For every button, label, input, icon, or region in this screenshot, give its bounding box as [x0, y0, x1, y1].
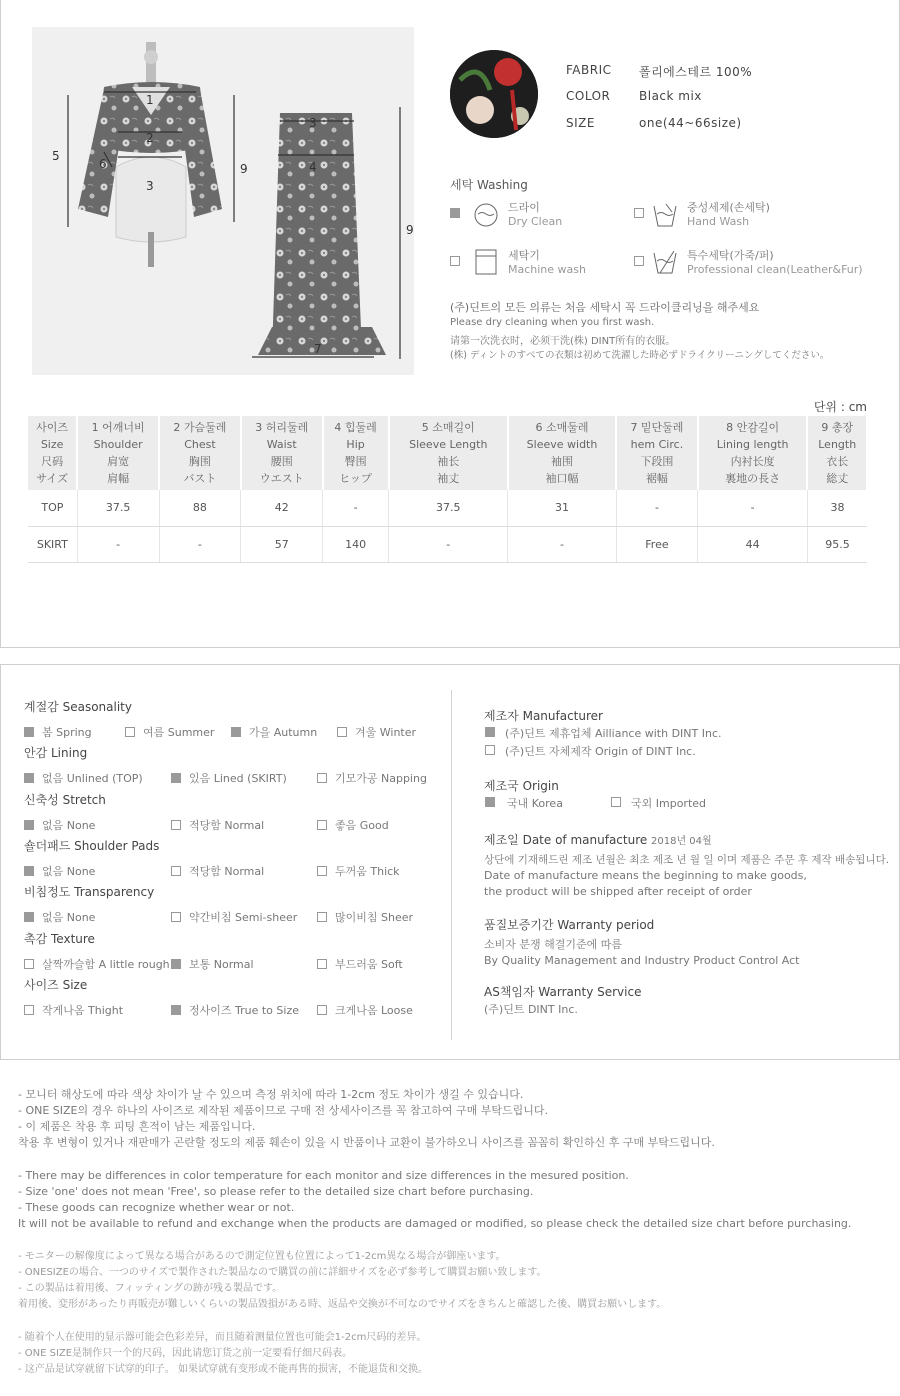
- wash-ko-hand: 중성세제(손세탁): [687, 201, 770, 214]
- notice-line: It will not be available to refund and exchange when the products are damaged or modified, so please check the detailed size chart before purchasing.: [18, 1217, 852, 1230]
- size-header-line: 腰围: [270, 455, 293, 468]
- checkbox-origin-imported: [611, 797, 621, 807]
- wash-note-zh: 请第一次洗衣时，必须干洗(株) DINT所有的衣服。: [450, 336, 676, 347]
- wash-en-hand: Hand Wash: [687, 215, 750, 228]
- attribute-option: 크게나옴 Loose: [335, 1003, 413, 1017]
- wash-ko-dry: 드라이: [508, 201, 540, 214]
- table-cell: 140: [323, 526, 389, 562]
- attribute-option: 없음 None: [42, 864, 96, 878]
- size-header-line: 7 밑단둘레: [630, 421, 684, 434]
- size-header-line: 1 어깨너비: [91, 421, 145, 434]
- svg-text:2: 2: [146, 131, 154, 145]
- table-cell: 38: [807, 490, 867, 526]
- date-line: the product will be shipped after receipt of order: [484, 885, 752, 898]
- size-header-line: 5 소매길이: [421, 421, 475, 434]
- date-line: 상단에 기재해드린 제조 년월은 최초 제조 년 월 일 이며 제품은 주문 후 제작 배송됩니다.: [484, 854, 890, 866]
- attribute-title: 비침정도 Transparency: [24, 885, 155, 900]
- warranty-line: 소비자 분쟁 해결기준에 따름: [484, 938, 623, 951]
- table-cell: -: [77, 526, 159, 562]
- size-header-line: 2 가슴둘레: [173, 421, 227, 434]
- garment-diagram: [32, 27, 414, 375]
- checkbox-hand-wash: [634, 208, 644, 218]
- attribute-checkbox: [24, 727, 34, 737]
- size-header-line: 8 안감길이: [726, 421, 780, 434]
- attribute-title: 안감 Lining: [24, 746, 88, 761]
- attribute-checkbox: [24, 866, 34, 876]
- size-header-line: ヒップ: [339, 472, 372, 485]
- notice-line: - 随着个人在使用的显示器可能会色彩差异，而且随着测量位置也可能会1-2cm尺码的差异。: [18, 1332, 427, 1343]
- attribute-checkbox: [317, 866, 327, 876]
- attribute-checkbox: [317, 773, 327, 783]
- machine-wash-icon: [473, 249, 499, 275]
- attribute-option: 살짝까슬함 A little rough: [42, 957, 170, 971]
- size-header-line: 衣长: [826, 455, 849, 468]
- professional-clean-icon: [652, 249, 678, 275]
- size-header-line: Sleeve Length: [409, 438, 488, 451]
- svg-text:3: 3: [146, 179, 154, 193]
- attribute-checkbox: [337, 727, 347, 737]
- as-value: (주)딘트 DINT Inc.: [484, 1003, 578, 1016]
- origin-title: 제조국 Origin: [484, 779, 559, 793]
- checkbox-professional-clean: [634, 256, 644, 266]
- table-cell: -: [616, 490, 698, 526]
- attribute-option: 약간비침 Semi-sheer: [189, 911, 298, 925]
- attribute-checkbox: [171, 1005, 181, 1015]
- attribute-option: 두꺼움 Thick: [335, 864, 400, 878]
- notice-line: - 这产品是试穿就留下试穿的印子。 如果试穿就有变形或不能再售的损害，不能退货和交换。: [18, 1364, 428, 1375]
- attribute-option: 기모가공 Napping: [335, 772, 427, 786]
- origin-option: 국외 Imported: [631, 797, 707, 810]
- attribute-option: 있음 Lined (SKIRT): [189, 772, 287, 786]
- washing-title: 세탁 Washing: [450, 178, 528, 192]
- size-header-line: 3 허리둘레: [255, 421, 309, 434]
- notice-line: - この製品は着用後、フィッティングの跡が残る製品です。: [18, 1283, 283, 1294]
- notice-line: - ONE SIZE의 경우 하나의 사이즈로 제작된 제품이므로 구매 전 상세사이즈를 꼭 참고하여 구매 부탁드립니다.: [18, 1104, 549, 1117]
- notice-line: - These goods can recognize whether wear or not.: [18, 1201, 295, 1214]
- size-header-line: Hip: [346, 438, 365, 451]
- attribute-option: 없음 Unlined (TOP): [42, 772, 143, 786]
- attribute-option: 작게나옴 Thight: [42, 1003, 124, 1017]
- svg-text:6: 6: [99, 157, 107, 171]
- fabric-swatch: [450, 50, 538, 138]
- attribute-option: 봄 Spring: [42, 726, 92, 739]
- notice-line: - ONESIZEの場合、一つのサイズで製作された製品なので購買の前に詳細サイズを必ず参考して購買お願い致します。: [18, 1267, 547, 1278]
- size-header: [616, 416, 698, 490]
- checkbox-manufacturer-origin: [485, 745, 495, 755]
- size-header: [698, 416, 808, 490]
- size-header: [77, 416, 159, 490]
- attribute-option: 여름 Summer: [143, 726, 215, 739]
- origin-option: 국내 Korea: [507, 797, 563, 810]
- size-header-line: Shoulder: [93, 438, 143, 451]
- attribute-checkbox: [171, 912, 181, 922]
- attribute-checkbox: [317, 820, 327, 830]
- attribute-option: 가을 Autumn: [249, 726, 318, 739]
- table-cell: -: [323, 490, 389, 526]
- size-label: SIZE: [566, 116, 595, 130]
- dry-clean-icon: [473, 202, 499, 228]
- size-header-line: Chest: [184, 438, 216, 451]
- size-header-line: 内衬长度: [730, 455, 775, 468]
- size-header-line: ウエスト: [259, 472, 304, 485]
- attribute-checkbox: [171, 959, 181, 969]
- attribute-option: 부드러움 Soft: [335, 957, 403, 971]
- svg-text:3: 3: [309, 116, 317, 130]
- size-header-line: 尺码: [41, 455, 64, 468]
- size-header-line: 袖丈: [437, 472, 460, 485]
- size-header: [241, 416, 323, 490]
- attribute-option: 많이비침 Sheer: [335, 911, 414, 925]
- color-value: Black mix: [639, 89, 702, 103]
- wash-en-professional: Professional clean(Leather&Fur): [687, 263, 863, 276]
- date-value: 2018년 04월: [651, 836, 712, 847]
- size-header-line: 9 총장: [821, 421, 854, 434]
- attribute-checkbox: [24, 820, 34, 830]
- size-header-line: 사이즈: [36, 421, 69, 434]
- attribute-option: 정사이즈 True to Size: [189, 1003, 299, 1017]
- svg-text:9: 9: [240, 162, 248, 176]
- hand-wash-icon: [652, 202, 678, 228]
- attribute-checkbox: [171, 866, 181, 876]
- table-cell: Free: [616, 526, 698, 562]
- size-header-line: Lining length: [716, 438, 789, 451]
- unit-label: 단위 : cm: [813, 400, 867, 414]
- svg-text:7: 7: [314, 342, 322, 356]
- table-cell: -: [508, 526, 616, 562]
- notice-line: 착용 후 변형이 있거나 재판매가 곤란할 정도의 제품 훼손이 있을 시 반품이나 교환이 불가하오니 사이즈를 꼼꼼히 확인하신 후 구매 부탁드립니다.: [18, 1136, 715, 1149]
- attribute-title: 촉감 Texture: [24, 931, 95, 946]
- svg-text:1: 1: [146, 93, 154, 107]
- attribute-checkbox: [24, 959, 34, 969]
- attribute-checkbox: [24, 1005, 34, 1015]
- wash-note-en: Please dry cleaning when you first wash.: [450, 317, 655, 328]
- table-cell: 95.5: [807, 526, 867, 562]
- wash-en-machine: Machine wash: [508, 263, 586, 276]
- wash-ko-machine: 세탁기: [508, 249, 540, 262]
- checkbox-dry-clean: [450, 208, 460, 218]
- notice-line: - ONE SIZE是制作只一个的尺码，因此请您订货之前一定要看仔细尺码表。: [18, 1348, 353, 1359]
- notice-line: 着用後、変形があったり再販売が難しいくらいの製品毀損がある時、返品や交換が不可なのでサイズをきちんと確認した後、購買お願いします。: [18, 1299, 667, 1310]
- attribute-checkbox: [317, 959, 327, 969]
- size-value: one(44~66size): [639, 116, 742, 130]
- attribute-checkbox: [317, 912, 327, 922]
- table-cell: 31: [508, 490, 616, 526]
- size-header-line: サイズ: [36, 472, 69, 485]
- size-header: [389, 416, 508, 490]
- size-table: [28, 416, 868, 563]
- size-header: [323, 416, 389, 490]
- checkbox-machine-wash: [450, 256, 460, 266]
- size-header-line: 肩宽: [107, 455, 130, 468]
- table-row: [28, 490, 867, 526]
- size-header-line: Length: [818, 438, 857, 451]
- svg-text:9: 9: [406, 223, 414, 237]
- attribute-checkbox: [317, 1005, 327, 1015]
- notice-line: - 이 제품은 착용 후 피팅 흔적이 남는 제품입니다.: [18, 1120, 256, 1133]
- size-header-line: 袖口幅: [545, 472, 579, 485]
- wash-ko-professional: 특수세탁(가죽/퍼): [687, 249, 774, 262]
- fabric-value: 폴리에스테르 100%: [639, 65, 753, 79]
- table-cell: -: [698, 490, 808, 526]
- size-header-line: Sleeve width: [526, 438, 598, 451]
- table-cell: SKIRT: [28, 526, 77, 562]
- notice-line: - 모니터 해상도에 따라 색상 차이가 날 수 있으며 측정 위치에 따라 1-2cm 정도 차이가 생길 수 있습니다.: [18, 1088, 524, 1101]
- date-line: Date of manufacture means the beginning to make goods,: [484, 869, 807, 882]
- attribute-title: 숄더패드 Shoulder Pads: [24, 838, 160, 853]
- size-header-line: 袖长: [437, 455, 460, 468]
- color-label: COLOR: [566, 89, 611, 103]
- size-header-line: hem Circ.: [630, 438, 684, 451]
- size-header-line: 胸围: [188, 455, 211, 468]
- size-header-line: 肩幅: [107, 472, 130, 485]
- notice-line: - モニターの解像度によって異なる場合があるので測定位置も位置によって1-2cm異なる場合が御座います。: [18, 1251, 506, 1262]
- attribute-checkbox: [171, 773, 181, 783]
- attribute-option: 적당함 Normal: [189, 864, 265, 878]
- attribute-checkbox: [125, 727, 135, 737]
- size-header-line: 4 힙둘레: [334, 421, 377, 434]
- checkbox-origin-korea: [485, 797, 495, 807]
- table-cell: 88: [159, 490, 241, 526]
- attribute-title: 사이즈 Size: [24, 977, 88, 992]
- size-header-line: Size: [40, 438, 64, 451]
- table-cell: TOP: [28, 490, 77, 526]
- size-header-line: 袖围: [551, 455, 574, 468]
- size-header-line: 臀围: [344, 455, 367, 468]
- fabric-label: FABRIC: [566, 63, 612, 77]
- size-header-line: 総丈: [826, 472, 849, 485]
- attribute-option: 겨울 Winter: [355, 726, 417, 739]
- manufacturer-option: (주)딘트 자체제작 Origin of DINT Inc.: [505, 745, 696, 758]
- as-title: AS책임자 Warranty Service: [484, 985, 642, 999]
- attribute-checkbox: [231, 727, 241, 737]
- date-title: 제조일 Date of manufacture: [484, 833, 648, 847]
- attribute-checkbox: [171, 820, 181, 830]
- wash-en-dry: Dry Clean: [508, 215, 563, 228]
- size-header-line: バスト: [183, 472, 217, 485]
- attribute-checkbox: [24, 773, 34, 783]
- product-photo: [32, 27, 414, 375]
- table-cell: 37.5: [389, 490, 508, 526]
- table-cell: -: [159, 526, 241, 562]
- table-cell: 44: [698, 526, 808, 562]
- svg-text:4: 4: [309, 160, 317, 174]
- warranty-line: By Quality Management and Industry Product Control Act: [484, 954, 800, 967]
- notice-line: - There may be differences in color temperature for each monitor and size differences in the mesured position.: [18, 1169, 629, 1182]
- table-cell: -: [389, 526, 508, 562]
- wash-note-ko: (주)딘트의 모든 의류는 처음 세탁시 꼭 드라이클리닝을 해주세요: [450, 301, 760, 314]
- table-row: [28, 526, 867, 562]
- table-cell: 57: [241, 526, 323, 562]
- size-header: [159, 416, 241, 490]
- manufacturer-title: 제조자 Manufacturer: [484, 709, 603, 723]
- attribute-option: 좋음 Good: [335, 818, 389, 832]
- attribute-checkbox: [24, 912, 34, 922]
- wash-note-ja: (株) ディントのすべての衣類は初めて洗濯した時必ずドライクリーニングしてください。: [450, 350, 830, 361]
- size-header-line: Waist: [266, 438, 297, 451]
- notice-line: - Size 'one' does not mean 'Free', so please refer to the detailed size chart before purchasing.: [18, 1185, 534, 1198]
- attribute-option: 없음 None: [42, 911, 96, 925]
- attribute-title: 신축성 Stretch: [24, 792, 106, 807]
- attribute-option: 보통 Normal: [189, 957, 254, 971]
- manufacturer-option: (주)딘트 제휴업체 Ailliance with DINT Inc.: [505, 727, 722, 740]
- table-cell: 37.5: [77, 490, 159, 526]
- size-header: [508, 416, 616, 490]
- attribute-option: 없음 None: [42, 818, 96, 832]
- size-header-line: 下段围: [640, 455, 674, 468]
- size-header: [807, 416, 867, 490]
- attribute-option: 적당함 Normal: [189, 818, 265, 832]
- checkbox-manufacturer-alliance: [485, 727, 495, 737]
- size-header: [28, 416, 77, 490]
- attribute-title: 계절감 Seasonality: [24, 700, 132, 714]
- warranty-title: 품질보증기간 Warranty period: [484, 918, 655, 932]
- table-cell: 42: [241, 490, 323, 526]
- dim-label: 5: [52, 149, 60, 163]
- size-header-line: 裾幅: [645, 472, 668, 485]
- section-divider: [451, 690, 452, 1040]
- size-header-line: 6 소매둘레: [535, 421, 589, 434]
- size-header-line: 裏地の長さ: [725, 472, 781, 485]
